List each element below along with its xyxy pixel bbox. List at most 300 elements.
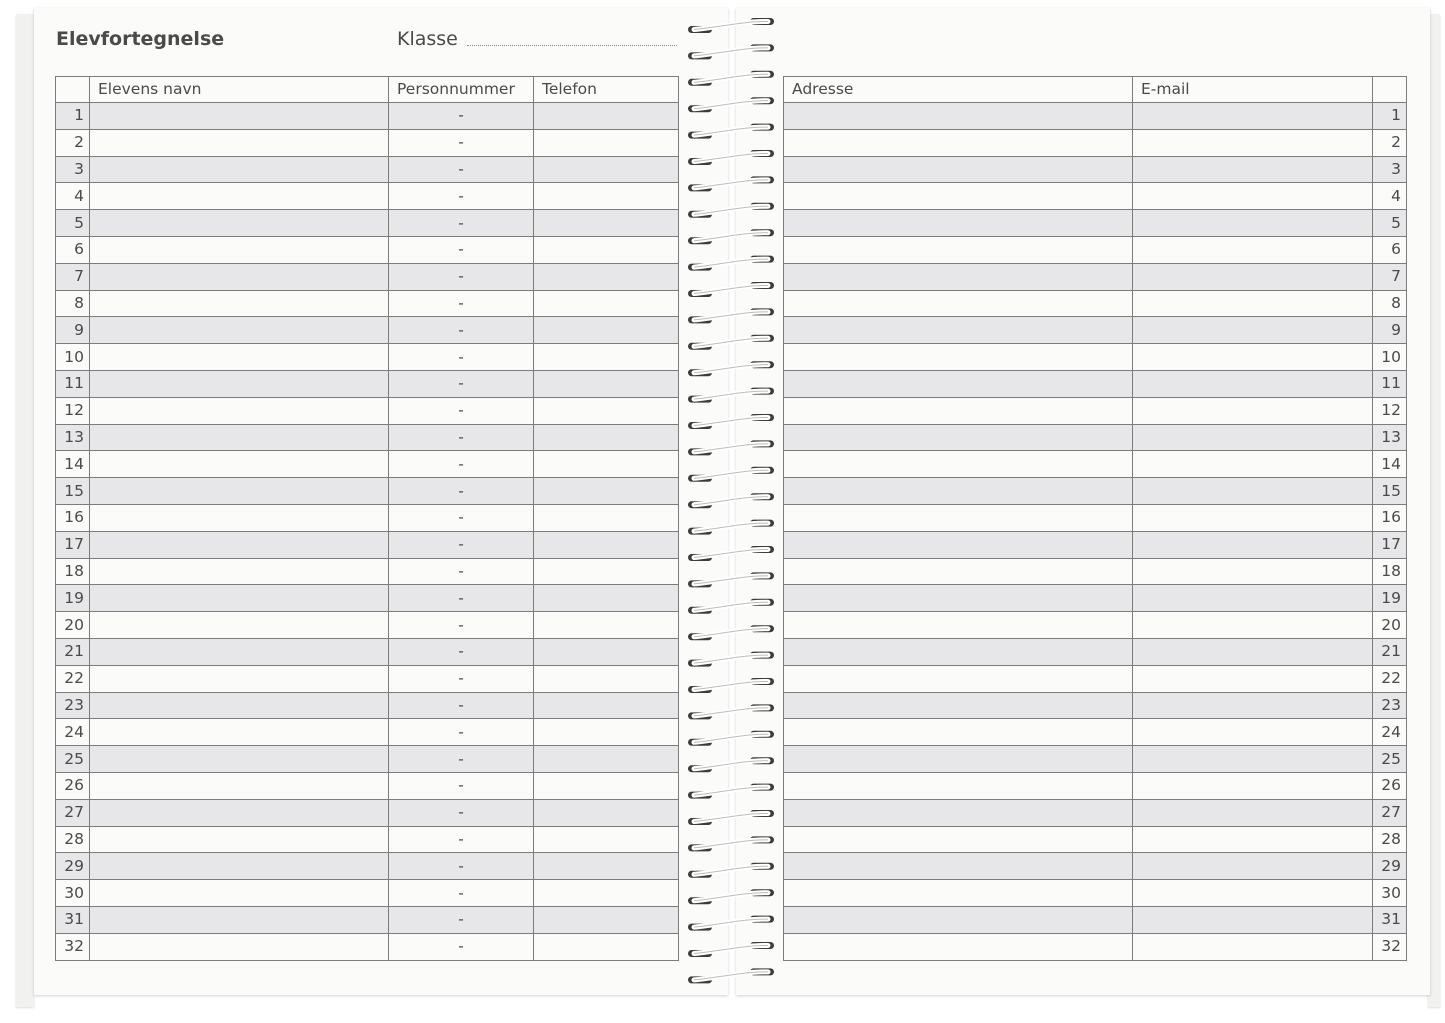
personal-number-cell[interactable]: -	[389, 183, 534, 210]
table-row	[784, 826, 1407, 853]
phone-cell[interactable]	[534, 370, 679, 397]
row-number: 10	[56, 344, 90, 371]
personal-number-cell[interactable]: -	[389, 746, 534, 773]
personal-number-cell[interactable]: -	[389, 263, 534, 290]
row-number: 1	[56, 103, 90, 130]
table-row	[56, 772, 679, 799]
spiral-coil	[688, 308, 774, 323]
table-row	[784, 504, 1407, 531]
personal-number-cell[interactable]: -	[389, 504, 534, 531]
spiral-coil	[688, 361, 774, 376]
page-title: Elevfortegnelse	[56, 28, 225, 50]
header-personal-number: Personnummer	[389, 77, 534, 103]
email-cell[interactable]	[1133, 906, 1373, 933]
table-row	[56, 799, 679, 826]
header-student-name: Elevens navn	[90, 77, 389, 103]
table-row	[56, 236, 679, 263]
student-name-cell[interactable]	[90, 478, 389, 505]
student-name-cell[interactable]	[90, 853, 389, 880]
personal-number-cell[interactable]: -	[389, 612, 534, 639]
address-cell[interactable]	[784, 692, 1133, 719]
student-name-cell[interactable]	[90, 880, 389, 907]
cover-left	[16, 14, 34, 1007]
personal-number-cell[interactable]: -	[389, 290, 534, 317]
row-number: 15	[56, 478, 90, 505]
row-number: 27	[56, 799, 90, 826]
personal-number-cell[interactable]: -	[389, 451, 534, 478]
student-name-cell[interactable]	[90, 906, 389, 933]
phone-cell[interactable]	[534, 451, 679, 478]
personal-number-cell[interactable]: -	[389, 719, 534, 746]
phone-cell[interactable]	[534, 880, 679, 907]
address-cell[interactable]	[784, 638, 1133, 665]
table-row	[784, 933, 1407, 960]
row-number: 6	[56, 236, 90, 263]
student-table-right	[783, 76, 1407, 961]
student-name-cell[interactable]	[90, 263, 389, 290]
table-row	[784, 156, 1407, 183]
table-row	[784, 853, 1407, 880]
table-row	[784, 210, 1407, 237]
table-row	[56, 478, 679, 505]
student-name-cell[interactable]	[90, 665, 389, 692]
row-number: 27	[1373, 799, 1407, 826]
spiral-coil	[688, 625, 774, 640]
table-row	[56, 317, 679, 344]
student-name-cell[interactable]	[90, 692, 389, 719]
personal-number-cell[interactable]: -	[389, 531, 534, 558]
table-row	[784, 183, 1407, 210]
table-row	[784, 719, 1407, 746]
phone-cell[interactable]	[534, 397, 679, 424]
personal-number-cell[interactable]: -	[389, 558, 534, 585]
email-cell[interactable]	[1133, 129, 1373, 156]
personal-number-cell[interactable]: -	[389, 210, 534, 237]
table-row	[784, 290, 1407, 317]
spiral-coil	[688, 229, 774, 244]
phone-cell[interactable]	[534, 183, 679, 210]
table-row	[56, 103, 679, 130]
email-cell[interactable]	[1133, 397, 1373, 424]
row-number: 5	[56, 210, 90, 237]
header-phone: Telefon	[534, 77, 679, 103]
personal-number-cell[interactable]: -	[389, 103, 534, 130]
student-name-cell[interactable]	[90, 370, 389, 397]
row-number: 12	[56, 397, 90, 424]
phone-cell[interactable]	[534, 156, 679, 183]
phone-cell[interactable]	[534, 504, 679, 531]
row-number: 8	[1373, 290, 1407, 317]
address-cell[interactable]	[784, 933, 1133, 960]
phone-cell[interactable]	[534, 933, 679, 960]
address-cell[interactable]	[784, 906, 1133, 933]
table-row	[56, 638, 679, 665]
row-number: 16	[1373, 504, 1407, 531]
table-row	[784, 906, 1407, 933]
email-cell[interactable]	[1133, 290, 1373, 317]
phone-cell[interactable]	[534, 585, 679, 612]
table-row	[784, 692, 1407, 719]
row-number: 25	[1373, 746, 1407, 773]
address-cell[interactable]	[784, 612, 1133, 639]
spiral-coil	[688, 97, 774, 112]
address-cell[interactable]	[784, 183, 1133, 210]
email-cell[interactable]	[1133, 665, 1373, 692]
phone-cell[interactable]	[534, 103, 679, 130]
student-name-cell[interactable]	[90, 129, 389, 156]
personal-number-cell[interactable]: -	[389, 317, 534, 344]
address-cell[interactable]	[784, 236, 1133, 263]
spiral-coil	[688, 44, 774, 59]
email-cell[interactable]	[1133, 156, 1373, 183]
personal-number-cell[interactable]: -	[389, 424, 534, 451]
table-row	[784, 665, 1407, 692]
spiral-binding	[684, 14, 778, 992]
table-row	[56, 692, 679, 719]
spiral-coil	[688, 916, 774, 931]
table-row	[56, 210, 679, 237]
email-cell[interactable]	[1133, 103, 1373, 130]
spiral-coil	[688, 150, 774, 165]
phone-cell[interactable]	[534, 906, 679, 933]
phone-cell[interactable]	[534, 236, 679, 263]
address-cell[interactable]	[784, 103, 1133, 130]
row-number: 31	[1373, 906, 1407, 933]
personal-number-cell[interactable]: -	[389, 665, 534, 692]
table-row	[784, 424, 1407, 451]
table-row	[784, 478, 1407, 505]
spiral-coil	[688, 467, 774, 482]
student-name-cell[interactable]	[90, 156, 389, 183]
table-row	[784, 531, 1407, 558]
row-number: 32	[1373, 933, 1407, 960]
phone-cell[interactable]	[534, 826, 679, 853]
personal-number-cell[interactable]: -	[389, 344, 534, 371]
spiral-coil	[688, 704, 774, 719]
row-number: 20	[56, 612, 90, 639]
address-cell[interactable]	[784, 129, 1133, 156]
spiral-coil	[688, 176, 774, 191]
phone-cell[interactable]	[534, 799, 679, 826]
personal-number-cell[interactable]: -	[389, 478, 534, 505]
address-cell[interactable]	[784, 210, 1133, 237]
spiral-coil	[688, 678, 774, 693]
personal-number-cell[interactable]: -	[389, 799, 534, 826]
row-number: 6	[1373, 236, 1407, 263]
spiral-coil	[688, 810, 774, 825]
student-name-cell[interactable]	[90, 103, 389, 130]
table-row	[784, 638, 1407, 665]
personal-number-cell[interactable]: -	[389, 880, 534, 907]
row-number: 31	[56, 906, 90, 933]
email-cell[interactable]	[1133, 933, 1373, 960]
spiral-coil	[688, 493, 774, 508]
student-name-cell[interactable]	[90, 531, 389, 558]
spiral-coil	[688, 282, 774, 297]
row-number: 22	[1373, 665, 1407, 692]
email-cell[interactable]	[1133, 558, 1373, 585]
phone-cell[interactable]	[534, 719, 679, 746]
student-name-cell[interactable]	[90, 183, 389, 210]
phone-cell[interactable]	[534, 853, 679, 880]
table-row	[784, 370, 1407, 397]
row-number: 29	[1373, 853, 1407, 880]
phone-cell[interactable]	[534, 263, 679, 290]
student-name-cell[interactable]	[90, 638, 389, 665]
row-number: 18	[56, 558, 90, 585]
row-number: 14	[1373, 451, 1407, 478]
student-name-cell[interactable]	[90, 933, 389, 960]
email-cell[interactable]	[1133, 317, 1373, 344]
header-email: E-mail	[1133, 77, 1373, 103]
table-row	[56, 531, 679, 558]
email-cell[interactable]	[1133, 799, 1373, 826]
table-row	[56, 397, 679, 424]
email-cell[interactable]	[1133, 826, 1373, 853]
address-cell[interactable]	[784, 799, 1133, 826]
address-cell[interactable]	[784, 504, 1133, 531]
personal-number-cell[interactable]: -	[389, 370, 534, 397]
row-number: 4	[1373, 183, 1407, 210]
row-number: 32	[56, 933, 90, 960]
row-number: 23	[56, 692, 90, 719]
phone-cell[interactable]	[534, 772, 679, 799]
phone-cell[interactable]	[534, 290, 679, 317]
personal-number-cell[interactable]: -	[389, 933, 534, 960]
row-number: 3	[1373, 156, 1407, 183]
table-row	[784, 129, 1407, 156]
spiral-coil	[688, 784, 774, 799]
phone-cell[interactable]	[534, 478, 679, 505]
email-cell[interactable]	[1133, 183, 1373, 210]
address-cell[interactable]	[784, 424, 1133, 451]
row-number: 4	[56, 183, 90, 210]
student-name-cell[interactable]	[90, 344, 389, 371]
phone-cell[interactable]	[534, 531, 679, 558]
student-name-cell[interactable]	[90, 612, 389, 639]
table-row	[56, 746, 679, 773]
table-row	[784, 746, 1407, 773]
address-cell[interactable]	[784, 156, 1133, 183]
row-number: 26	[1373, 772, 1407, 799]
address-cell[interactable]	[784, 531, 1133, 558]
table-row	[56, 719, 679, 746]
spiral-coil	[688, 440, 774, 455]
row-number: 24	[1373, 719, 1407, 746]
spiral-coil	[688, 968, 774, 983]
table-row	[56, 156, 679, 183]
email-cell[interactable]	[1133, 692, 1373, 719]
address-cell[interactable]	[784, 344, 1133, 371]
row-number: 10	[1373, 344, 1407, 371]
personal-number-cell[interactable]: -	[389, 853, 534, 880]
table-row	[784, 103, 1407, 130]
personal-number-cell[interactable]: -	[389, 156, 534, 183]
personal-number-cell[interactable]: -	[389, 772, 534, 799]
class-label: Klasse	[397, 28, 458, 50]
table-row	[56, 370, 679, 397]
email-cell[interactable]	[1133, 531, 1373, 558]
row-number: 28	[56, 826, 90, 853]
address-cell[interactable]	[784, 826, 1133, 853]
spiral-coil	[688, 256, 774, 271]
address-cell[interactable]	[784, 317, 1133, 344]
spiral-coil	[688, 520, 774, 535]
email-cell[interactable]	[1133, 612, 1373, 639]
header-number-right	[1373, 77, 1407, 103]
email-cell[interactable]	[1133, 746, 1373, 773]
address-cell[interactable]	[784, 746, 1133, 773]
student-name-cell[interactable]	[90, 504, 389, 531]
phone-cell[interactable]	[534, 210, 679, 237]
email-cell[interactable]	[1133, 210, 1373, 237]
student-name-cell[interactable]	[90, 236, 389, 263]
student-name-cell[interactable]	[90, 799, 389, 826]
table-row	[56, 263, 679, 290]
phone-cell[interactable]	[534, 558, 679, 585]
phone-cell[interactable]	[534, 129, 679, 156]
email-cell[interactable]	[1133, 853, 1373, 880]
table-row	[56, 183, 679, 210]
personal-number-cell[interactable]: -	[389, 585, 534, 612]
table-row	[56, 665, 679, 692]
student-name-cell[interactable]	[90, 772, 389, 799]
personal-number-cell[interactable]: -	[389, 906, 534, 933]
row-number: 15	[1373, 478, 1407, 505]
row-number: 19	[1373, 585, 1407, 612]
table-row	[56, 290, 679, 317]
spiral-coil	[688, 388, 774, 403]
spiral-coil	[688, 652, 774, 667]
row-number: 19	[56, 585, 90, 612]
phone-cell[interactable]	[534, 665, 679, 692]
phone-cell[interactable]	[534, 317, 679, 344]
header-address: Adresse	[784, 77, 1133, 103]
student-name-cell[interactable]	[90, 290, 389, 317]
address-cell[interactable]	[784, 665, 1133, 692]
personal-number-cell[interactable]: -	[389, 397, 534, 424]
class-input-line[interactable]	[467, 45, 677, 46]
email-cell[interactable]	[1133, 772, 1373, 799]
table-row	[784, 397, 1407, 424]
spiral-coil	[688, 546, 774, 561]
spiral-coil	[688, 942, 774, 957]
email-cell[interactable]	[1133, 451, 1373, 478]
email-cell[interactable]	[1133, 370, 1373, 397]
student-name-cell[interactable]	[90, 826, 389, 853]
table-row	[56, 424, 679, 451]
email-cell[interactable]	[1133, 236, 1373, 263]
spiral-coil	[688, 889, 774, 904]
email-cell[interactable]	[1133, 880, 1373, 907]
table-row	[56, 129, 679, 156]
table-row	[784, 772, 1407, 799]
address-cell[interactable]	[784, 853, 1133, 880]
table-row	[784, 451, 1407, 478]
spiral-coil	[688, 599, 774, 614]
student-name-cell[interactable]	[90, 585, 389, 612]
row-number: 17	[1373, 531, 1407, 558]
row-number: 2	[1373, 129, 1407, 156]
address-cell[interactable]	[784, 478, 1133, 505]
address-cell[interactable]	[784, 585, 1133, 612]
student-name-cell[interactable]	[90, 397, 389, 424]
address-cell[interactable]	[784, 880, 1133, 907]
row-number: 5	[1373, 210, 1407, 237]
phone-cell[interactable]	[534, 638, 679, 665]
table-row	[784, 612, 1407, 639]
phone-cell[interactable]	[534, 344, 679, 371]
student-name-cell[interactable]	[90, 424, 389, 451]
student-name-cell[interactable]	[90, 451, 389, 478]
address-cell[interactable]	[784, 558, 1133, 585]
table-row	[784, 585, 1407, 612]
phone-cell[interactable]	[534, 612, 679, 639]
table-row	[784, 236, 1407, 263]
row-number: 22	[56, 665, 90, 692]
personal-number-cell[interactable]: -	[389, 692, 534, 719]
address-cell[interactable]	[784, 370, 1133, 397]
student-name-cell[interactable]	[90, 317, 389, 344]
address-cell[interactable]	[784, 719, 1133, 746]
email-cell[interactable]	[1133, 504, 1373, 531]
email-cell[interactable]	[1133, 344, 1373, 371]
table-row	[784, 344, 1407, 371]
spiral-coil	[688, 18, 774, 33]
personal-number-cell[interactable]: -	[389, 826, 534, 853]
phone-cell[interactable]	[534, 424, 679, 451]
email-cell[interactable]	[1133, 638, 1373, 665]
table-row	[56, 853, 679, 880]
email-cell[interactable]	[1133, 478, 1373, 505]
address-cell[interactable]	[784, 263, 1133, 290]
address-cell[interactable]	[784, 772, 1133, 799]
phone-cell[interactable]	[534, 746, 679, 773]
row-number: 9	[56, 317, 90, 344]
student-name-cell[interactable]	[90, 558, 389, 585]
row-number: 29	[56, 853, 90, 880]
email-cell[interactable]	[1133, 719, 1373, 746]
student-name-cell[interactable]	[90, 746, 389, 773]
row-number: 13	[1373, 424, 1407, 451]
spiral-coil	[688, 836, 774, 851]
personal-number-cell[interactable]: -	[389, 236, 534, 263]
table-row	[56, 612, 679, 639]
personal-number-cell[interactable]: -	[389, 638, 534, 665]
spiral-coil	[688, 731, 774, 746]
row-number: 16	[56, 504, 90, 531]
row-number: 12	[1373, 397, 1407, 424]
address-cell[interactable]	[784, 451, 1133, 478]
email-cell[interactable]	[1133, 263, 1373, 290]
student-name-cell[interactable]	[90, 210, 389, 237]
row-number: 8	[56, 290, 90, 317]
email-cell[interactable]	[1133, 424, 1373, 451]
personal-number-cell[interactable]: -	[389, 129, 534, 156]
spiral-coil	[688, 572, 774, 587]
row-number: 7	[56, 263, 90, 290]
row-number: 2	[56, 129, 90, 156]
table-row	[784, 558, 1407, 585]
student-name-cell[interactable]	[90, 719, 389, 746]
address-cell[interactable]	[784, 397, 1133, 424]
email-cell[interactable]	[1133, 585, 1373, 612]
row-number: 3	[56, 156, 90, 183]
row-number: 30	[56, 880, 90, 907]
address-cell[interactable]	[784, 290, 1133, 317]
row-number: 28	[1373, 826, 1407, 853]
phone-cell[interactable]	[534, 692, 679, 719]
